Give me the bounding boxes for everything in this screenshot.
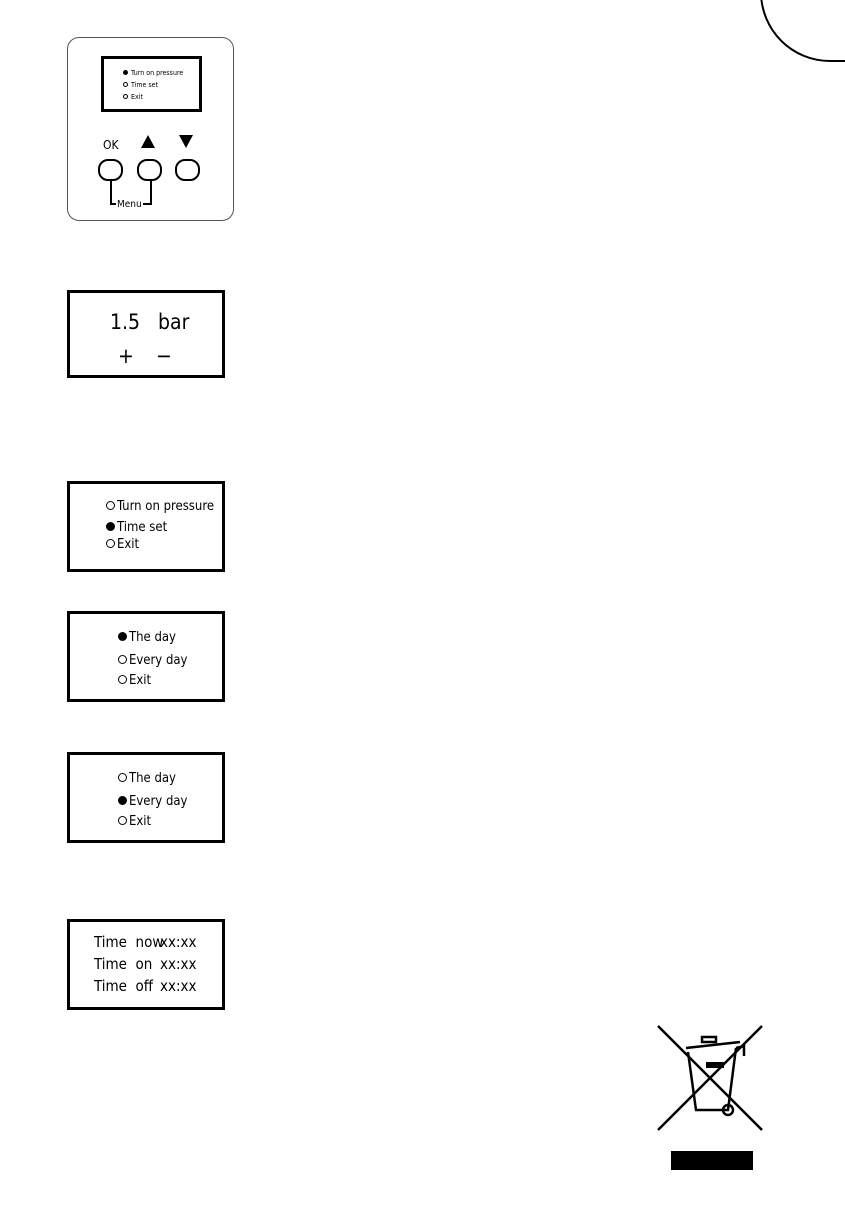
- time-off-label: Time off: [94, 977, 154, 995]
- radio-icon: [123, 82, 128, 87]
- minus-symbol: −: [156, 344, 172, 368]
- control-panel: [67, 37, 234, 221]
- time-screen: [67, 919, 225, 1010]
- ok-label: OK: [103, 138, 119, 152]
- menu-option: Every day: [118, 654, 187, 668]
- time-off-value: xx:xx: [160, 977, 197, 995]
- day-menu-screen-2: [67, 752, 225, 843]
- menu-option: Exit: [118, 674, 151, 688]
- triangle-down-icon: [179, 135, 193, 148]
- radio-icon: [118, 675, 127, 684]
- plus-symbol: +: [118, 344, 134, 368]
- pressure-value: 1.5: [110, 310, 141, 334]
- selected-radio-icon: [123, 70, 128, 75]
- panel-menu-item: Exit: [123, 93, 143, 101]
- crossed-out-wheelie-bin-icon: [652, 1022, 768, 1172]
- radio-icon: [106, 501, 115, 510]
- triangle-up-icon: [141, 135, 155, 148]
- up-button[interactable]: [137, 159, 162, 181]
- radio-icon: [118, 655, 127, 664]
- down-button[interactable]: [175, 159, 200, 181]
- panel-menu-item: Time set: [123, 81, 158, 89]
- panel-menu-item: Turn on pressure: [123, 69, 183, 77]
- day-menu-screen-1: [67, 611, 225, 702]
- menu-option: Every day: [118, 795, 187, 809]
- pressure-screen: [67, 290, 225, 378]
- panel-display: [101, 56, 202, 112]
- main-menu-screen: [67, 481, 225, 572]
- selected-radio-icon: [106, 522, 115, 531]
- selected-radio-icon: [118, 796, 127, 805]
- menu-option: Time set: [106, 521, 167, 535]
- radio-icon: [123, 94, 128, 99]
- time-now-label: Time now: [94, 933, 164, 951]
- weee-underline-bar: [671, 1151, 753, 1170]
- menu-option: The day: [118, 631, 176, 645]
- radio-icon: [118, 773, 127, 782]
- ok-button[interactable]: [98, 159, 123, 181]
- menu-option: Exit: [118, 815, 151, 829]
- time-now-value: xx:xx: [160, 933, 197, 951]
- menu-label: Menu: [117, 199, 142, 210]
- menu-option: The day: [118, 772, 176, 786]
- radio-icon: [118, 816, 127, 825]
- page-corner-arc: [760, 0, 845, 62]
- menu-option: Exit: [106, 538, 139, 552]
- selected-radio-icon: [118, 632, 127, 641]
- time-on-value: xx:xx: [160, 955, 197, 973]
- radio-icon: [106, 539, 115, 548]
- time-on-label: Time on: [94, 955, 153, 973]
- pressure-unit: bar: [158, 310, 190, 334]
- menu-option: Turn on pressure: [106, 500, 214, 514]
